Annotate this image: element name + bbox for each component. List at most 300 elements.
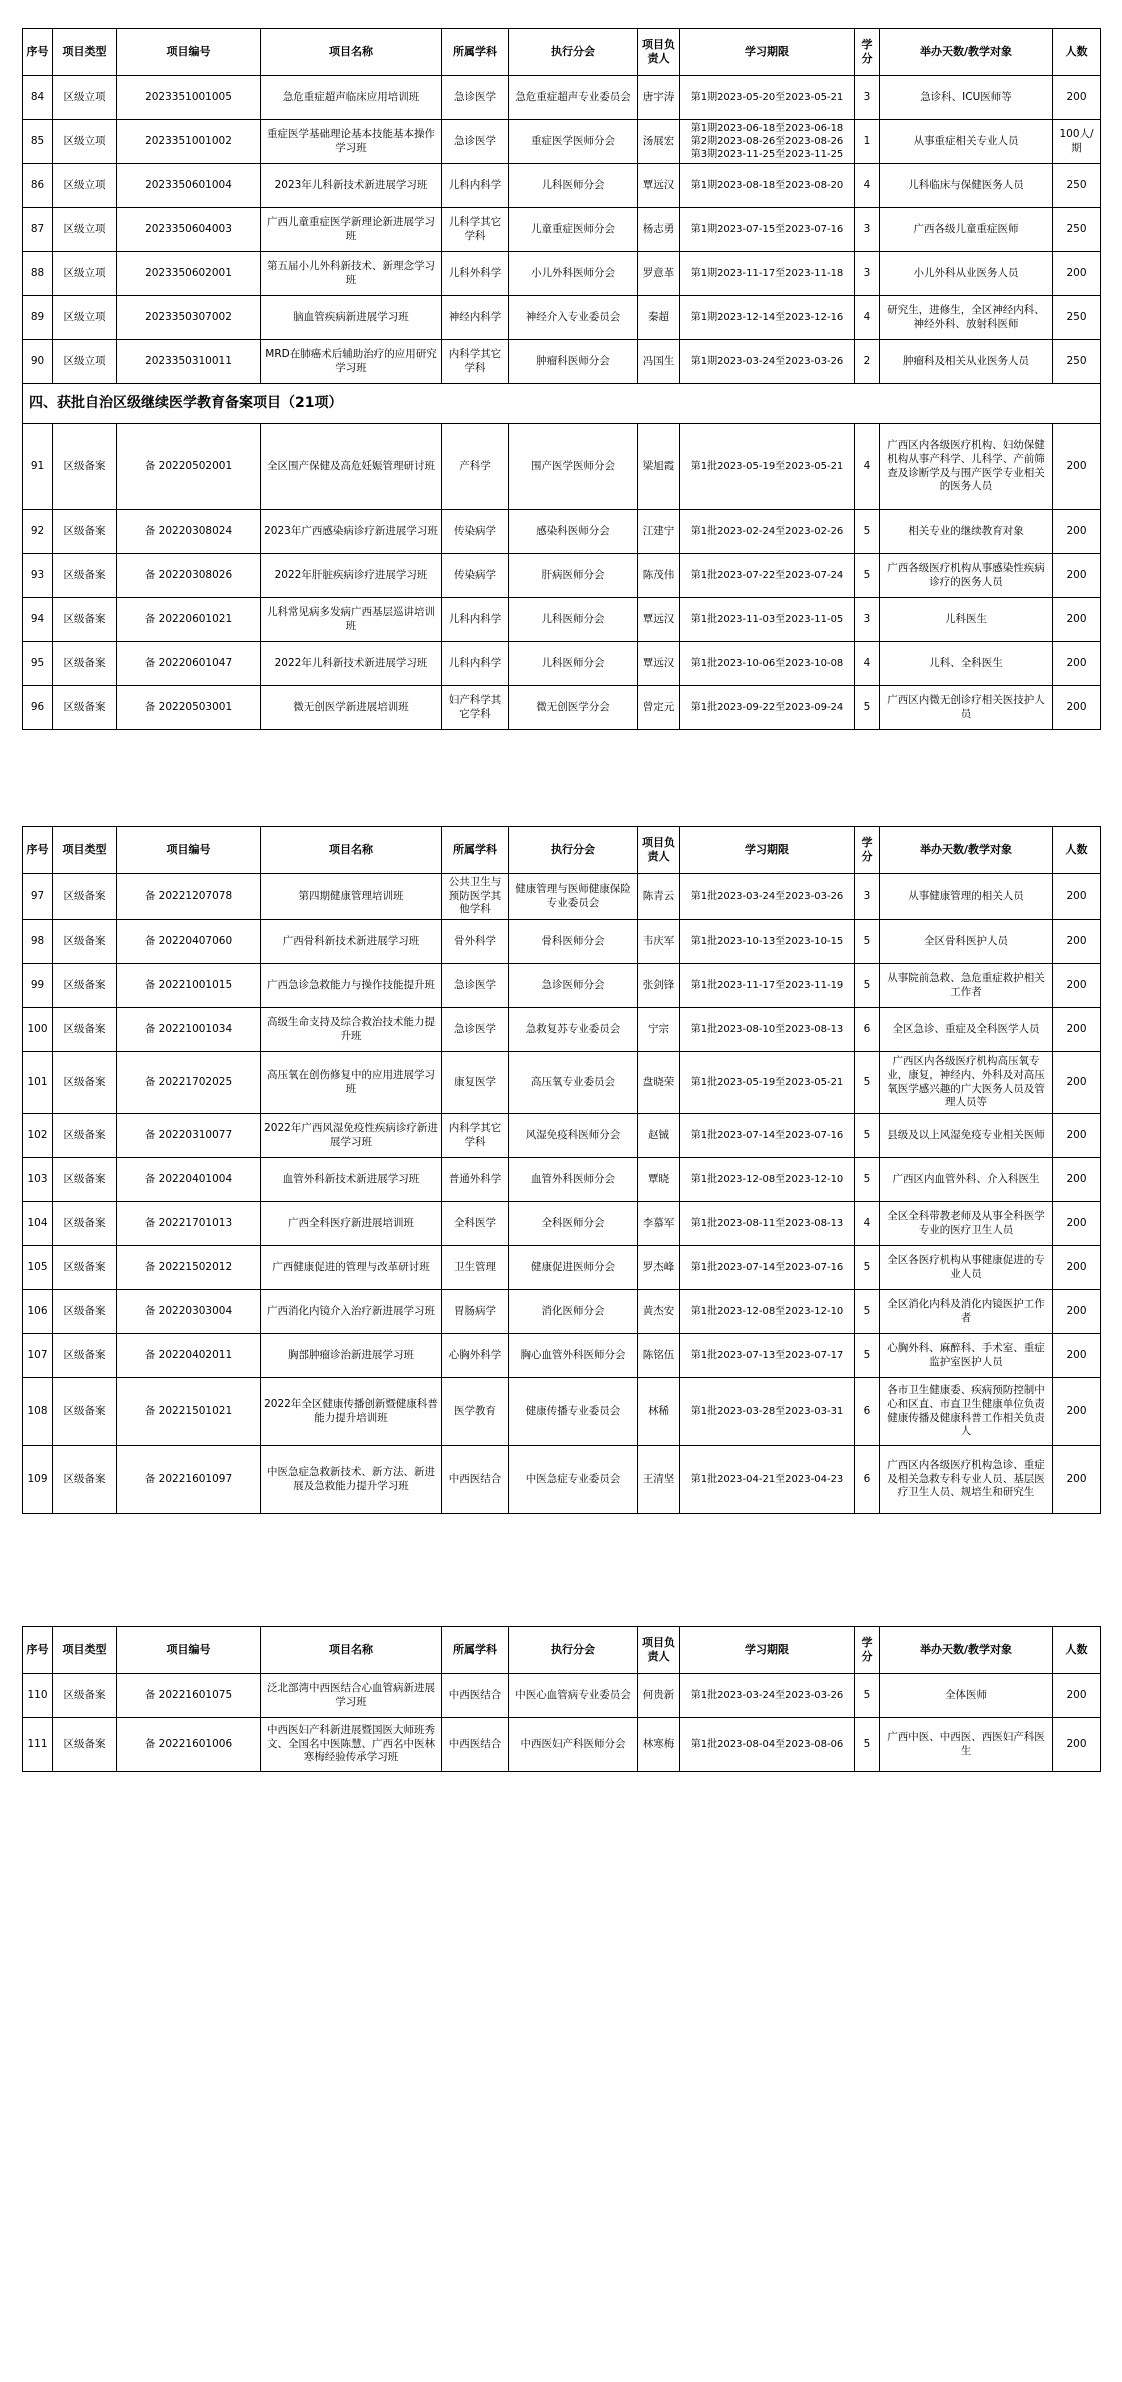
cell-count: 200 [1053,920,1101,964]
cell-leader: 张剑锋 [638,964,680,1008]
cell-no: 109 [23,1446,53,1514]
cell-period: 第1批2023-05-19至2023-05-21 [680,424,855,510]
header-no: 序号 [23,1627,53,1674]
cell-name: 中西医妇产科新进展暨国医大师班秀文、全国名中医陈慧、广西名中医林寒梅经验传承学习班 [261,1718,442,1772]
cell-branch: 胸心血管外科医师分会 [509,1334,638,1378]
cell-code: 备 20220308026 [117,554,261,598]
cell-name: 第五届小儿外科新技术、新理念学习班 [261,252,442,296]
cell-credit: 5 [855,1718,880,1772]
cell-count: 200 [1053,510,1101,554]
cell-no: 87 [23,208,53,252]
cell-count: 200 [1053,964,1101,1008]
cell-target: 广西区内各级医疗机构高压氧专业，康复，神经内、外科及对高压氧医学感兴趣的广大医务人员及管理人员等 [880,1052,1053,1114]
header-no: 序号 [23,827,53,874]
cell-period: 第1期2023-03-24至2023-03-26 [680,340,855,384]
cell-no: 84 [23,76,53,120]
header-branch: 执行分会 [509,29,638,76]
header-type: 项目类型 [53,827,117,874]
cell-subject: 全科医学 [442,1202,509,1246]
cell-count: 200 [1053,874,1101,920]
cell-no: 110 [23,1674,53,1718]
cell-period: 第1期2023-07-15至2023-07-16 [680,208,855,252]
cell-target: 全区消化内科及消化内镜医护工作者 [880,1290,1053,1334]
cell-count: 200 [1053,1446,1101,1514]
cell-credit: 3 [855,76,880,120]
cell-period: 第1批2023-09-22至2023-09-24 [680,686,855,730]
cell-type: 区级备案 [53,1446,117,1514]
cell-target: 广西区内各级医疗机构急诊、重症及相关急救专科专业人员、基层医疗卫生人员、规培生和研究生 [880,1446,1053,1514]
cell-count: 200 [1053,1202,1101,1246]
cell-leader: 盘晓荣 [638,1052,680,1114]
cell-branch: 急救复苏专业委员会 [509,1008,638,1052]
table-row [23,164,1101,208]
cell-period: 第1批2023-12-08至2023-12-10 [680,1290,855,1334]
cell-code: 2023351001005 [117,76,261,120]
cell-credit: 3 [855,598,880,642]
cell-period: 第1批2023-03-24至2023-03-26 [680,1674,855,1718]
cell-leader: 林稀 [638,1378,680,1446]
cell-target: 广西各级医疗机构从事感染性疾病诊疗的医务人员 [880,554,1053,598]
table-row [23,1052,1101,1114]
header-period: 学习期限 [680,827,855,874]
cell-leader: 覃晓 [638,1158,680,1202]
header-count: 人数 [1053,827,1101,874]
cell-count: 200 [1053,1246,1101,1290]
cell-period: 第1批2023-02-24至2023-02-26 [680,510,855,554]
table-row [23,686,1101,730]
cell-code: 2023351001002 [117,120,261,164]
cell-subject: 卫生管理 [442,1246,509,1290]
cell-credit: 5 [855,554,880,598]
cell-type: 区级备案 [53,598,117,642]
cell-count: 200 [1053,686,1101,730]
cell-type: 区级立项 [53,164,117,208]
table-row [23,1202,1101,1246]
cell-period: 第1批2023-10-13至2023-10-15 [680,920,855,964]
cell-target: 全区急诊、重症及全科医学人员 [880,1008,1053,1052]
cell-subject: 中西医结合 [442,1446,509,1514]
header-subject: 所属学科 [442,29,509,76]
cell-credit: 6 [855,1446,880,1514]
cell-period: 第1批2023-04-21至2023-04-23 [680,1446,855,1514]
cell-count: 250 [1053,340,1101,384]
cell-type: 区级备案 [53,1114,117,1158]
header-code: 项目编号 [117,827,261,874]
cell-code: 2023350307002 [117,296,261,340]
cell-count: 200 [1053,1674,1101,1718]
cell-target: 广西中医、中西医、西医妇产科医生 [880,1718,1053,1772]
cell-type: 区级备案 [53,642,117,686]
header-leader: 项目负责人 [638,1627,680,1674]
cell-no: 107 [23,1334,53,1378]
cell-name: 血管外科新技术新进展学习班 [261,1158,442,1202]
cell-subject: 产科学 [442,424,509,510]
cell-name: 第四期健康管理培训班 [261,874,442,920]
header-target: 举办天数/教学对象 [880,827,1053,874]
cell-type: 区级备案 [53,1158,117,1202]
cell-credit: 5 [855,1334,880,1378]
cell-subject: 医学教育 [442,1378,509,1446]
cell-no: 90 [23,340,53,384]
cell-code: 备 20220503001 [117,686,261,730]
cell-no: 101 [23,1052,53,1114]
cell-count: 200 [1053,1158,1101,1202]
cell-code: 备 20221001015 [117,964,261,1008]
cell-type: 区级备案 [53,554,117,598]
cell-name: 2022年全区健康传播创新暨健康科普能力提升培训班 [261,1378,442,1446]
cell-code: 备 20220402011 [117,1334,261,1378]
table-row [23,1158,1101,1202]
cell-leader: 林寒梅 [638,1718,680,1772]
cell-type: 区级立项 [53,208,117,252]
cell-no: 95 [23,642,53,686]
cell-branch: 神经介入专业委员会 [509,296,638,340]
cell-target: 儿科、全科医生 [880,642,1053,686]
cell-branch: 骨科医师分会 [509,920,638,964]
cell-subject: 急诊医学 [442,120,509,164]
cell-subject: 儿科内科学 [442,164,509,208]
cell-period: 第1批2023-03-24至2023-03-26 [680,874,855,920]
cell-subject: 中西医结合 [442,1674,509,1718]
cell-count: 250 [1053,208,1101,252]
cell-type: 区级备案 [53,1246,117,1290]
table-row [23,1674,1101,1718]
cell-target: 相关专业的继续教育对象 [880,510,1053,554]
cell-count: 200 [1053,1290,1101,1334]
cell-credit: 4 [855,1202,880,1246]
cell-subject: 儿科内科学 [442,598,509,642]
cell-no: 97 [23,874,53,920]
cell-branch: 小儿外科医师分会 [509,252,638,296]
cell-target: 全区各医疗机构从事健康促进的专业人员 [880,1246,1053,1290]
cell-code: 备 20220308024 [117,510,261,554]
table-row [23,252,1101,296]
cell-target: 广西区内各级医疗机构、妇幼保健机构从事产科学、儿科学、产前筛查及诊断学及与围产医学专业相关的医务人员 [880,424,1053,510]
cell-count: 250 [1053,296,1101,340]
cell-leader: 罗意革 [638,252,680,296]
header-subject: 所属学科 [442,1627,509,1674]
table-header-row [23,827,1101,874]
cell-type: 区级立项 [53,120,117,164]
cell-type: 区级备案 [53,686,117,730]
cell-leader: 王清坚 [638,1446,680,1514]
header-target: 举办天数/教学对象 [880,1627,1053,1674]
cell-no: 105 [23,1246,53,1290]
cell-code: 备 20220407060 [117,920,261,964]
header-count: 人数 [1053,1627,1101,1674]
cell-count: 200 [1053,642,1101,686]
cell-branch: 中医急症专业委员会 [509,1446,638,1514]
cell-code: 备 20221502012 [117,1246,261,1290]
header-type: 项目类型 [53,29,117,76]
cell-branch: 儿科医师分会 [509,598,638,642]
table-row [23,1378,1101,1446]
cell-period: 第1批2023-08-04至2023-08-06 [680,1718,855,1772]
header-target: 举办天数/教学对象 [880,29,1053,76]
cell-period: 第1批2023-07-22至2023-07-24 [680,554,855,598]
table-row [23,1290,1101,1334]
table-row [23,1446,1101,1514]
cell-code: 备 20220401004 [117,1158,261,1202]
cell-branch: 感染科医师分会 [509,510,638,554]
cell-leader: 秦超 [638,296,680,340]
cell-leader: 汤展宏 [638,120,680,164]
cell-period: 第1批2023-05-19至2023-05-21 [680,1052,855,1114]
cell-name: 广西急诊急救能力与操作技能提升班 [261,964,442,1008]
table-3 [22,1626,1101,1772]
table-row [23,554,1101,598]
cell-target: 急诊科、ICU医师等 [880,76,1053,120]
cell-target: 广西区内微无创诊疗相关医技护人员 [880,686,1053,730]
cell-period: 第1期2023-08-18至2023-08-20 [680,164,855,208]
cell-name: 微无创医学新进展培训班 [261,686,442,730]
cell-target: 广西区内血管外科、介入科医生 [880,1158,1053,1202]
cell-credit: 5 [855,1674,880,1718]
cell-subject: 公共卫生与预防医学其他学科 [442,874,509,920]
header-no: 序号 [23,29,53,76]
cell-leader: 曾定元 [638,686,680,730]
cell-credit: 5 [855,1290,880,1334]
cell-code: 备 20221601006 [117,1718,261,1772]
cell-period: 第1批2023-07-14至2023-07-16 [680,1246,855,1290]
cell-count: 200 [1053,598,1101,642]
cell-subject: 神经内科学 [442,296,509,340]
header-code: 项目编号 [117,29,261,76]
header-leader: 项目负责人 [638,827,680,874]
cell-no: 93 [23,554,53,598]
cell-count: 200 [1053,1052,1101,1114]
cell-period: 第1批2023-11-03至2023-11-05 [680,598,855,642]
cell-subject: 急诊医学 [442,964,509,1008]
cell-credit: 3 [855,252,880,296]
cell-count: 200 [1053,1378,1101,1446]
cell-no: 103 [23,1158,53,1202]
cell-target: 小儿外科从业医务人员 [880,252,1053,296]
cell-count: 100人/期 [1053,120,1101,164]
cell-no: 94 [23,598,53,642]
cell-no: 91 [23,424,53,510]
cell-subject: 传染病学 [442,510,509,554]
cell-code: 备 20220310077 [117,1114,261,1158]
cell-count: 200 [1053,76,1101,120]
cell-code: 2023350601004 [117,164,261,208]
cell-leader: 何贵新 [638,1674,680,1718]
table-row [23,296,1101,340]
cell-leader: 李慕军 [638,1202,680,1246]
cell-count: 200 [1053,554,1101,598]
cell-branch: 消化医师分会 [509,1290,638,1334]
cell-target: 广西各级儿童重症医师 [880,208,1053,252]
cell-credit: 5 [855,510,880,554]
cell-credit: 6 [855,1378,880,1446]
cell-subject: 妇产科学其它学科 [442,686,509,730]
cell-branch: 重症医学医师分会 [509,120,638,164]
cell-target: 肿瘤科及相关从业医务人员 [880,340,1053,384]
table-header-row [23,29,1101,76]
cell-subject: 内科学其它学科 [442,1114,509,1158]
cell-count: 200 [1053,424,1101,510]
cell-name: 急危重症超声临床应用培训班 [261,76,442,120]
table-row [23,424,1101,510]
cell-type: 区级立项 [53,76,117,120]
cell-subject: 骨外科学 [442,920,509,964]
cell-code: 2023350310011 [117,340,261,384]
cell-leader: 江建宁 [638,510,680,554]
cell-code: 备 20220601021 [117,598,261,642]
cell-credit: 5 [855,1246,880,1290]
cell-leader: 陈茂伟 [638,554,680,598]
cell-name: 泛北部湾中西医结合心血管病新进展学习班 [261,1674,442,1718]
cell-credit: 3 [855,874,880,920]
cell-type: 区级备案 [53,964,117,1008]
cell-no: 88 [23,252,53,296]
cell-period: 第1批2023-12-08至2023-12-10 [680,1158,855,1202]
cell-credit: 3 [855,208,880,252]
cell-credit: 5 [855,1114,880,1158]
cell-branch: 全科医师分会 [509,1202,638,1246]
cell-target: 儿科医生 [880,598,1053,642]
cell-subject: 内科学其它学科 [442,340,509,384]
cell-code: 2023350604003 [117,208,261,252]
header-credit: 学分 [855,29,880,76]
cell-period: 第1批2023-10-06至2023-10-08 [680,642,855,686]
cell-type: 区级备案 [53,510,117,554]
table-row [23,1008,1101,1052]
cell-target: 全区全科带教老师及从事全科医学专业的医疗卫生人员 [880,1202,1053,1246]
cell-branch: 健康促进医师分会 [509,1246,638,1290]
cell-credit: 4 [855,424,880,510]
cell-type: 区级备案 [53,874,117,920]
cell-name: 广西健康促进的管理与改革研讨班 [261,1246,442,1290]
cell-credit: 5 [855,686,880,730]
table-2 [22,826,1101,1514]
cell-name: 高压氧在创伤修复中的应用进展学习班 [261,1052,442,1114]
cell-branch: 健康管理与医师健康保险专业委员会 [509,874,638,920]
cell-branch: 风湿免疫科医师分会 [509,1114,638,1158]
cell-code: 备 20220601047 [117,642,261,686]
cell-name: 儿科常见病多发病广西基层巡讲培训班 [261,598,442,642]
header-period: 学习期限 [680,1627,855,1674]
cell-type: 区级备案 [53,1718,117,1772]
cell-period: 第1期2023-11-17至2023-11-18 [680,252,855,296]
cell-period: 第1期2023-12-14至2023-12-16 [680,296,855,340]
cell-target: 各市卫生健康委、疾病预防控制中心和区直、市直卫生健康单位负责健康传播及健康科普工作相关负责人 [880,1378,1053,1446]
table-row [23,208,1101,252]
cell-target: 研究生，进修生，全区神经内科、神经外科、放射科医师 [880,296,1053,340]
cell-credit: 5 [855,1158,880,1202]
cell-name: 胸部肿瘤诊治新进展学习班 [261,1334,442,1378]
table-row [23,1114,1101,1158]
cell-type: 区级备案 [53,1334,117,1378]
header-name: 项目名称 [261,1627,442,1674]
cell-no: 99 [23,964,53,1008]
table-row [23,120,1101,164]
cell-subject: 康复医学 [442,1052,509,1114]
cell-credit: 2 [855,340,880,384]
cell-code: 备 20220303004 [117,1290,261,1334]
cell-no: 89 [23,296,53,340]
cell-period: 第1批2023-07-13至2023-07-17 [680,1334,855,1378]
cell-target: 县级及以上风湿免疫专业相关医师 [880,1114,1053,1158]
cell-name: 脑血管疾病新进展学习班 [261,296,442,340]
header-code: 项目编号 [117,1627,261,1674]
cell-leader: 黄杰安 [638,1290,680,1334]
header-name: 项目名称 [261,29,442,76]
cell-type: 区级备案 [53,1290,117,1334]
cell-subject: 急诊医学 [442,76,509,120]
cell-code: 备 20221601097 [117,1446,261,1514]
cell-branch: 高压氧专业委员会 [509,1052,638,1114]
cell-count: 200 [1053,1008,1101,1052]
cell-name: 广西骨科新技术新进展学习班 [261,920,442,964]
cell-leader: 陈铭伍 [638,1334,680,1378]
cell-count: 250 [1053,164,1101,208]
cell-name: 中医急症急救新技术、新方法、新进展及急救能力提升学习班 [261,1446,442,1514]
cell-leader: 覃远汉 [638,642,680,686]
cell-leader: 韦庆军 [638,920,680,964]
cell-no: 102 [23,1114,53,1158]
cell-leader: 梁旭霞 [638,424,680,510]
cell-name: 2022年肝脏疾病诊疗进展学习班 [261,554,442,598]
table-header-row [23,1627,1101,1674]
table-row [23,340,1101,384]
cell-credit: 5 [855,964,880,1008]
cell-name: 全区围产保健及高危妊娠管理研讨班 [261,424,442,510]
cell-leader: 陈青云 [638,874,680,920]
header-branch: 执行分会 [509,827,638,874]
cell-code: 备 20221702025 [117,1052,261,1114]
table-row [23,964,1101,1008]
cell-leader: 覃远汉 [638,164,680,208]
cell-name: 2022年儿科新技术新进展学习班 [261,642,442,686]
cell-type: 区级备案 [53,1008,117,1052]
cell-credit: 5 [855,920,880,964]
cell-subject: 传染病学 [442,554,509,598]
cell-type: 区级立项 [53,252,117,296]
cell-subject: 急诊医学 [442,1008,509,1052]
cell-target: 从事院前急救、急危重症救护相关工作者 [880,964,1053,1008]
cell-credit: 1 [855,120,880,164]
cell-count: 200 [1053,1114,1101,1158]
cell-code: 备 20220502001 [117,424,261,510]
cell-no: 106 [23,1290,53,1334]
cell-leader: 冯国生 [638,340,680,384]
cell-subject: 儿科学其它学科 [442,208,509,252]
table-row [23,76,1101,120]
cell-subject: 心胸外科学 [442,1334,509,1378]
cell-no: 111 [23,1718,53,1772]
cell-branch: 儿科医师分会 [509,642,638,686]
cell-leader: 赵铖 [638,1114,680,1158]
cell-leader: 杨志勇 [638,208,680,252]
cell-count: 200 [1053,252,1101,296]
cell-type: 区级备案 [53,920,117,964]
cell-credit: 4 [855,642,880,686]
cell-credit: 5 [855,1052,880,1114]
cell-target: 心胸外科、麻醉科、手术室、重症监护室医护人员 [880,1334,1053,1378]
cell-name: 高级生命支持及综合救治技术能力提升班 [261,1008,442,1052]
cell-code: 备 20221601075 [117,1674,261,1718]
cell-name: 2022年广西风湿免疫性疾病诊疗新进展学习班 [261,1114,442,1158]
cell-period: 第1批2023-07-14至2023-07-16 [680,1114,855,1158]
cell-subject: 儿科内科学 [442,642,509,686]
table-row [23,598,1101,642]
cell-branch: 围产医学医师分会 [509,424,638,510]
cell-count: 200 [1053,1718,1101,1772]
cell-name: 广西全科医疗新进展培训班 [261,1202,442,1246]
cell-branch: 急危重症超声专业委员会 [509,76,638,120]
cell-period: 第1期2023-05-20至2023-05-21 [680,76,855,120]
